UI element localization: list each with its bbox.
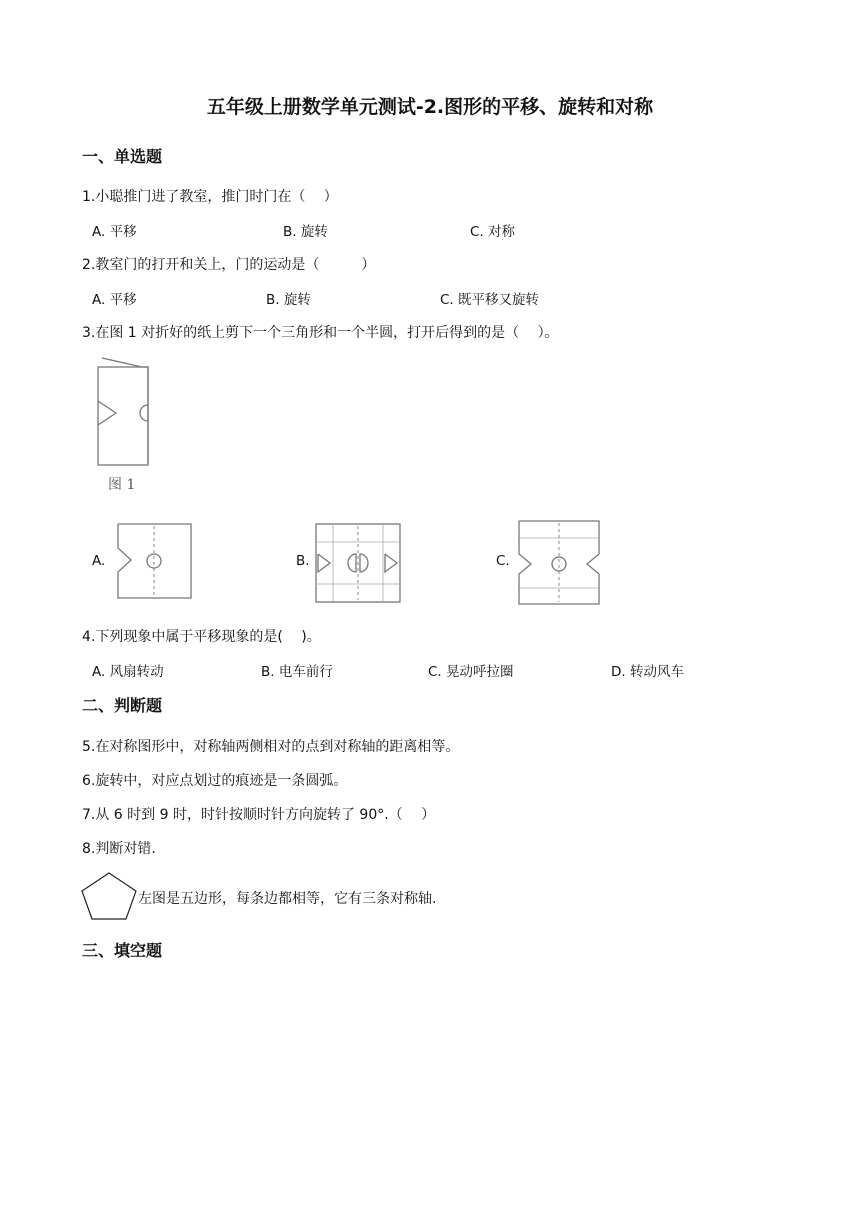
question-4-option-c: C. 晃动呼拉圈 xyxy=(428,664,514,680)
question-4-text: 4.下列现象中属于平移现象的是( )。 xyxy=(82,629,321,645)
question-1-option-a: A. 平移 xyxy=(92,224,137,240)
question-6-text: 6.旋转中，对应点划过的痕迹是一条圆弧。 xyxy=(82,773,348,789)
question-5-text: 5.在对称图形中，对称轴两侧相对的点到对称轴的距离相等。 xyxy=(82,739,460,755)
question-3-text: 3.在图 1 对折好的纸上剪下一个三角形和一个半圆，打开后得到的是（ ）。 xyxy=(82,325,559,341)
question-3-option-b: B. xyxy=(296,553,310,569)
section-heading-true-false: 二、判断题 xyxy=(82,696,163,715)
pentagon-figure xyxy=(80,870,140,922)
question-1-option-c: C. 对称 xyxy=(470,224,516,240)
question-8-text: 8.判断对错. xyxy=(82,841,156,857)
question-1-text: 1.小聪推门进了教室，推门时门在（ ） xyxy=(82,189,338,205)
question-1-option-b: B. 旋转 xyxy=(283,224,328,240)
question-3-option-a: A. xyxy=(92,553,106,569)
question-8-description: 左图是五边形，每条边都相等，它有三条对称轴. xyxy=(138,891,437,907)
question-2-option-a: A. 平移 xyxy=(92,292,137,308)
option-c-unfolded-paper xyxy=(515,518,610,606)
question-4-option-d: D. 转动风车 xyxy=(611,664,684,680)
question-2-option-c: C. 既平移又旋转 xyxy=(440,292,540,308)
option-b-unfolded-paper xyxy=(313,522,408,606)
question-4-option-a: A. 风扇转动 xyxy=(92,664,164,680)
question-3-option-c: C. xyxy=(496,553,510,569)
question-4-option-b: B. 电车前行 xyxy=(261,664,333,680)
section-heading-single-choice: 一、单选题 xyxy=(82,147,163,166)
option-a-unfolded-paper xyxy=(113,522,223,602)
figure-1-caption: 图 1 xyxy=(108,477,136,493)
question-2-option-b: B. 旋转 xyxy=(266,292,311,308)
question-2-text: 2.教室门的打开和关上，门的运动是（ ） xyxy=(82,257,376,273)
question-7-text: 7.从 6 时到 9 时，时针按顺时针方向旋转了 90°.（ ） xyxy=(82,807,436,823)
section-heading-fill-in: 三、填空题 xyxy=(82,941,163,960)
page-title: 五年级上册数学单元测试-2.图形的平移、旋转和对称 xyxy=(206,96,654,118)
